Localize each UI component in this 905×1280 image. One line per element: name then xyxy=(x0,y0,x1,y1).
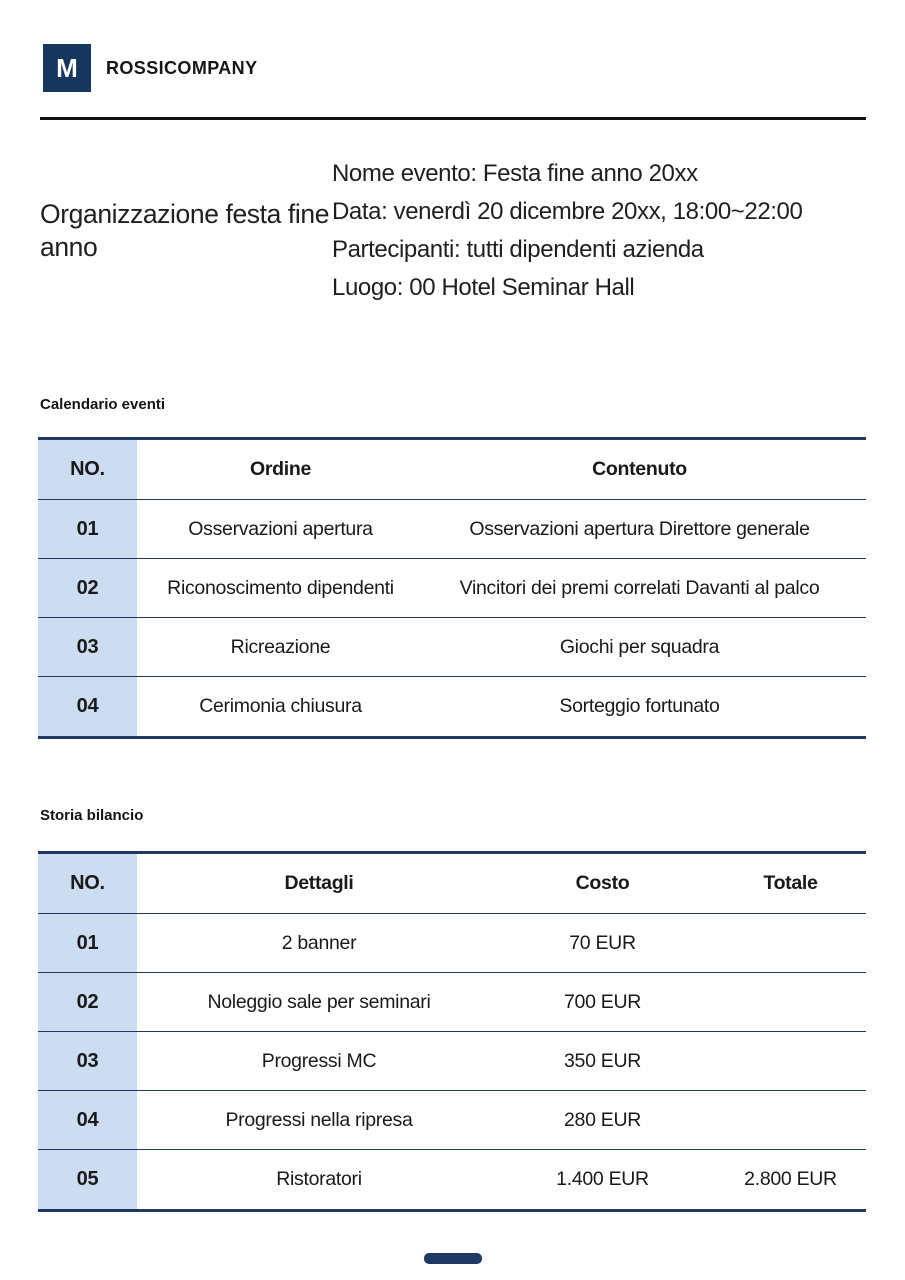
row-ordine: Ricreazione xyxy=(230,635,331,658)
row-totale xyxy=(715,1091,866,1149)
budget-table xyxy=(38,851,866,1212)
table-row xyxy=(38,1150,866,1209)
row-contenuto: Vincitori dei premi correlati Davanti al palco xyxy=(459,576,820,599)
row-costo: 280 EUR xyxy=(563,1108,642,1131)
row-dettagli: Ristoratori xyxy=(276,1168,362,1190)
row-contenuto: Osservazioni apertura Direttore generale xyxy=(469,517,810,540)
event-name-line: Nome evento: Festa fine anno 20xx xyxy=(332,160,698,187)
logo-letter: M xyxy=(56,52,78,83)
table-row xyxy=(38,1032,866,1091)
event-details xyxy=(332,155,867,307)
row-dettagli: Progressi MC xyxy=(261,1049,377,1072)
event-participants-line: Partecipanti: tutti dipendenti azienda xyxy=(332,236,704,263)
event-date-line: Data: venerdì 20 dicembre 20xx, 18:00~22:00 xyxy=(332,198,803,225)
row-dettagli: Progressi nella ripresa xyxy=(225,1108,413,1131)
row-number: 04 xyxy=(38,1091,137,1149)
calendar-table-header-row xyxy=(38,440,866,500)
row-ordine: Riconoscimento dipendenti xyxy=(167,576,394,599)
calendar-header-no: NO. xyxy=(38,440,137,499)
row-ordine: Osservazioni apertura xyxy=(188,517,373,540)
row-dettagli: 2 banner xyxy=(281,931,357,954)
row-contenuto: Giochi per squadra xyxy=(559,635,720,658)
row-totale xyxy=(715,973,866,1031)
table-row xyxy=(38,500,866,559)
footer-accent-bar xyxy=(424,1253,482,1264)
row-costo: 1.400 EUR xyxy=(556,1168,649,1190)
row-costo: 350 EUR xyxy=(563,1049,642,1072)
row-number: 02 xyxy=(38,973,137,1031)
row-costo: 700 EUR xyxy=(563,990,642,1013)
brand-header xyxy=(43,44,257,92)
row-dettagli: Noleggio sale per seminari xyxy=(207,990,431,1013)
row-number: 01 xyxy=(38,914,137,972)
row-contenuto: Sorteggio fortunato xyxy=(559,695,720,717)
calendar-table xyxy=(38,437,866,739)
row-totale: 2.800 EUR xyxy=(744,1168,837,1190)
budget-header-dettagli: Dettagli xyxy=(284,872,354,894)
calendar-header-ordine: Ordine xyxy=(249,458,312,480)
table-row xyxy=(38,1091,866,1150)
table-row xyxy=(38,677,866,736)
table-row xyxy=(38,559,866,618)
row-totale xyxy=(715,1032,866,1090)
row-totale xyxy=(715,914,866,972)
table-row xyxy=(38,914,866,973)
calendar-header-contenuto: Contenuto xyxy=(592,458,687,480)
company-name: ROSSICOMPANY xyxy=(106,57,258,78)
table-row xyxy=(38,973,866,1032)
row-number: 03 xyxy=(38,1032,137,1090)
row-ordine: Cerimonia chiusura xyxy=(199,695,362,717)
row-number: 05 xyxy=(38,1150,137,1209)
event-location-line: Luogo: 00 Hotel Seminar Hall xyxy=(332,274,635,301)
row-number: 01 xyxy=(38,500,137,558)
company-logo xyxy=(43,44,91,92)
budget-table-header-row xyxy=(38,854,866,914)
row-number: 04 xyxy=(38,677,137,736)
budget-header-totale: Totale xyxy=(763,872,818,894)
calendar-section-label: Calendario eventi xyxy=(40,396,166,413)
table-row xyxy=(38,618,866,677)
budget-header-no: NO. xyxy=(38,854,137,913)
row-number: 02 xyxy=(38,559,137,617)
budget-header-costo: Costo xyxy=(575,872,630,894)
header-divider xyxy=(40,117,866,120)
row-number: 03 xyxy=(38,618,137,676)
budget-section-label: Storia bilancio xyxy=(40,807,144,824)
document-title: Organizzazione festa fine anno xyxy=(40,199,330,262)
row-costo: 70 EUR xyxy=(569,931,636,954)
intro-section xyxy=(40,155,867,307)
